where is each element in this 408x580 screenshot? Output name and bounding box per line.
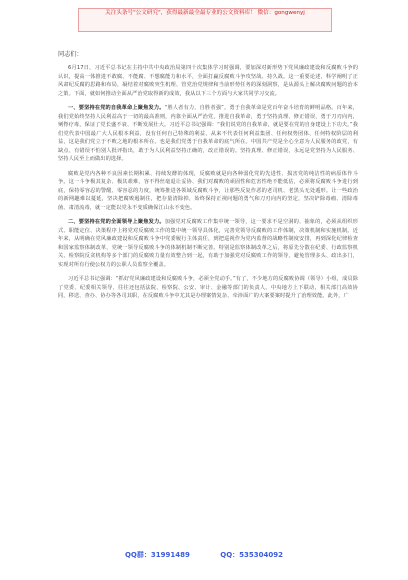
paragraph	[58, 170, 358, 213]
paragraph	[58, 64, 358, 98]
banner-text: 关注头条号"公文研究"，获得最新最全最专业的公文资料库！ 微信：gongwenyj	[105, 10, 305, 16]
qq-group: QQ群：31991489	[124, 551, 190, 559]
paragraph	[58, 104, 358, 164]
footer-contacts	[0, 550, 408, 560]
paragraph-text: 6月17日，习近平总书记在主持中共中央政治局第四十次集体学习时强调，要加深对新形势下党风廉政建设和反腐败斗争的认识，提高一体推进不敢腐、不能腐、不想腐能力和水平，全面打赢反腐败斗争攻坚战、持久战。这一重要论述，科学阐明了正风肃纪反腐的思路和布局，凝结着对腐败突生机理、管党治党规律和当前形势任务的深刻洞察，是从源头上解决腐败问题的治本之策。下面，就如何推动全面从严治党取得新的成效，我从以下三个方面与大家共同学习交流。	[58, 65, 358, 97]
paragraph-text: “胜人者有力，自胜者强”。勇于自我革命是党百年奋斗培育的鲜明品格。百年来，我们党始终坚持人民利益高于一切的最高准则，内靠全面从严治党，推进自我革命，勇于坚持真理、修正错误，勇于刀刃向内，剜脊疗毒，保证了党长盛不衰、不断发展壮大。习近平总书记强调：“我们说党的自我革命，就是要在党的自身建设上下功夫。”我们党代表中国最广大人民根本利益，没有任何自己特殊的利益，从来不代表任何利益集团、任何权势团体、任何特权阶层的利益，这是我们党立于不败之地的根本所在。也是我们党勇于自我革命的底气所在。中国共产党是全心全意为人民服务的政党，有缺点、有错误不怕别人批评指出，敢于为人民利益坚持正确的，改正错误的。坚持真理、修正错误，永远是党坚持为人民服务、坚持人民至上而做出的选择。	[58, 105, 358, 162]
qq-number: QQ：535304092	[220, 551, 284, 559]
paragraph	[58, 218, 358, 269]
document-body	[58, 49, 358, 307]
salutation: 同志们：	[58, 51, 83, 58]
top-banner	[78, 8, 332, 32]
paragraph-text: 加强党对反腐败工作集中统一领导，这一要求不是空洞的、抽象的，必须从组织形式、职能定位、决策程序上将党对反腐败工作的集中统一领导具体化，完善党领导反腐败的工作体制，决策机制和实施机制。近年来，从明确在党风廉政建设和反腐败斗争中党委履行主体责任，到把巡视作为党内监督的战略性制度安排，再到深化纪律检查和国家监察体制改革，党统一领导反腐败斗争的体制机制不断完善。特别是监察体制改革之后，将原先分散在纪委、行政监察机关、检察院反贪机构等多个部门的反腐败力量有效整合到一起，有助于加强党对反腐败工作的领导，避免管理多头、政出多门，实现对所有行使公权力的公职人员监察全覆盖。	[58, 219, 358, 268]
paragraph-text: 腐败是党内各种不良因素长期积累、持续发酵的体现，反腐败就是向各种弱化党的先进性、损害党的纯洁性的病原体作斗争。这一斗争极其复杂、极其艰难，容不得丝毫退让妥协、我们对腐败的顽固性和危害性绝不能低估，必须将反腐败斗争进行到底，保持零容忍的警醒、零容忍的力度，统筹推进各领域反腐败斗争，让那些反复作恶的老司机、老黑头无处遁形。让一些政治的新网趣难以蔓延，坚决把腐败遏制住，把存量清除掉，始终保持正视问题的勇气和刀刃向内的坚定，坚决铲除毒瘤、清除毒菌、肃清流毒，就一定能以党永不变质确保江山永不变色。	[58, 170, 358, 211]
paragraph-text: 习近平总书记强调：“抓好党风廉政建设和反腐败斗争，必须全党动手。”有了，不少地方的反腐败协调（领导）小组，成员除了党委、纪委相关领导，往往还包括法院、检察院、公安、审计、金融等部门的负责人。中央地方上下联动，相关部门高效协同，移送、查办、协办等各司其职，在反腐败斗争中尤其是办理案情复杂、牵涉面广的大案要案时提升了治理效能。此外，广	[58, 276, 358, 299]
section-heading: 一、要坚持在党的自我革命上聚焦发力。	[68, 105, 165, 111]
section-heading: 二、要坚持在党的全面领导上聚焦发力。	[68, 219, 165, 225]
paragraph	[58, 275, 358, 301]
